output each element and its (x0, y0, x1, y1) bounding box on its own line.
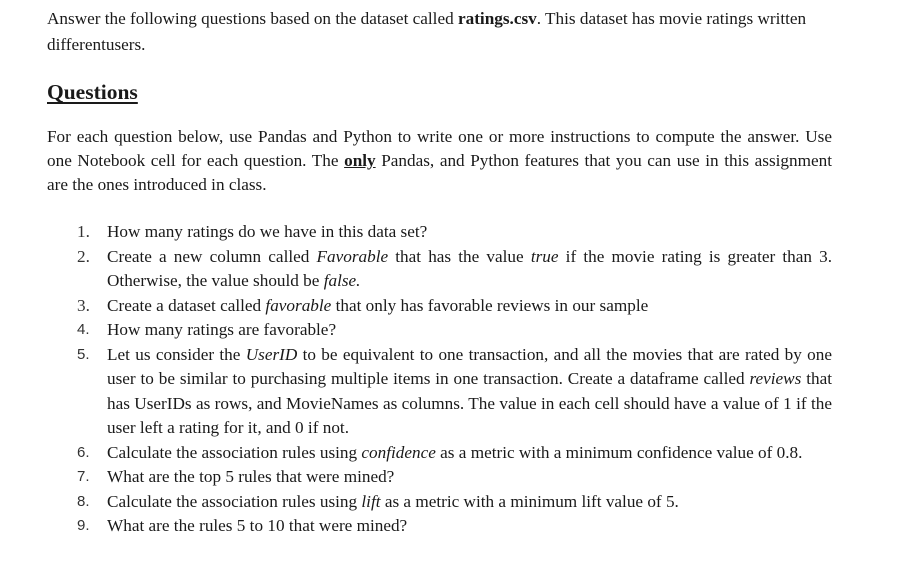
question-number: 4. (77, 321, 90, 338)
question-text: as a metric with a minimum confidence value of 0.8. (435, 442, 803, 462)
question-text: How many ratings do we have in this data set? (107, 222, 428, 241)
question-term: false. (323, 271, 361, 290)
intro-text-1: Answer the following questions based on the dataset called (47, 9, 458, 28)
question-text: Calculate the association rules using (107, 491, 362, 511)
question-item (47, 441, 832, 466)
question-text: that has UserIDs as rows, and MovieNames as columns. The value in each cell should have a value of 1 if the user left a rating for it, and 0 if not. (107, 369, 832, 437)
question-text: What are the rules 5 to 10 that were mined? (107, 516, 408, 535)
question-text: that only has favorable reviews in our sample (331, 295, 649, 315)
question-text: if the movie rating is greater than 3. Otherwise, the value should be (107, 246, 832, 290)
question-term: confidence (361, 442, 436, 462)
question-item (47, 465, 832, 490)
question-item (47, 343, 832, 441)
section-heading: Questions (47, 80, 138, 104)
question-item (47, 294, 832, 319)
question-text: to be equivalent to one transaction, and all the movies that are rated by one user to be similar to purchasing multiple items in one transaction. Create a dataframe called (107, 344, 832, 388)
question-number: 5. (77, 345, 90, 363)
question-text: What are the top 5 rules that were mined? (107, 467, 395, 486)
question-number: 9. (77, 517, 90, 534)
question-term: favorable (265, 295, 332, 315)
question-text: How many ratings are favorable? (107, 320, 337, 339)
question-text: Create a new column called (107, 246, 317, 266)
questions-list (47, 220, 832, 539)
question-number: 1. (77, 222, 90, 241)
instructions-text-1: For each question below, use Pandas and Python to write one or more instructions to compute the answer. Use one Notebook cell for each question. The (47, 127, 832, 170)
question-item (47, 318, 832, 343)
question-item (47, 490, 832, 515)
intro-text-2: . This dataset has movie ratings written differentusers. (47, 9, 807, 54)
question-number: 2. (77, 246, 90, 266)
question-term: reviews (749, 369, 802, 388)
question-text: that has the value (388, 246, 531, 266)
question-term: Favorable (316, 246, 389, 266)
question-text: Create a dataset called (107, 295, 266, 315)
question-term: lift (361, 491, 381, 511)
question-number: 7. (77, 468, 90, 485)
question-item (47, 514, 832, 539)
question-text: Calculate the association rules using (107, 442, 362, 462)
question-term: UserID (245, 344, 298, 364)
question-item (47, 220, 832, 245)
intro-paragraph (47, 6, 832, 58)
question-number: 8. (77, 492, 90, 510)
document (47, 6, 832, 539)
question-number: 3. (77, 295, 90, 315)
instructions-text-2: Pandas, and Python features that you can use in this assignment are the ones introduced in class. (47, 151, 832, 194)
question-item (47, 245, 832, 294)
instructions-emphasis: only (344, 151, 376, 170)
question-term: true (530, 246, 559, 266)
dataset-filename: ratings.csv (457, 9, 537, 28)
question-number: 6. (77, 443, 90, 461)
question-text: as a metric with a minimum lift value of 5. (380, 491, 679, 511)
instructions-paragraph (47, 125, 832, 197)
question-text: Let us consider the (107, 344, 246, 364)
